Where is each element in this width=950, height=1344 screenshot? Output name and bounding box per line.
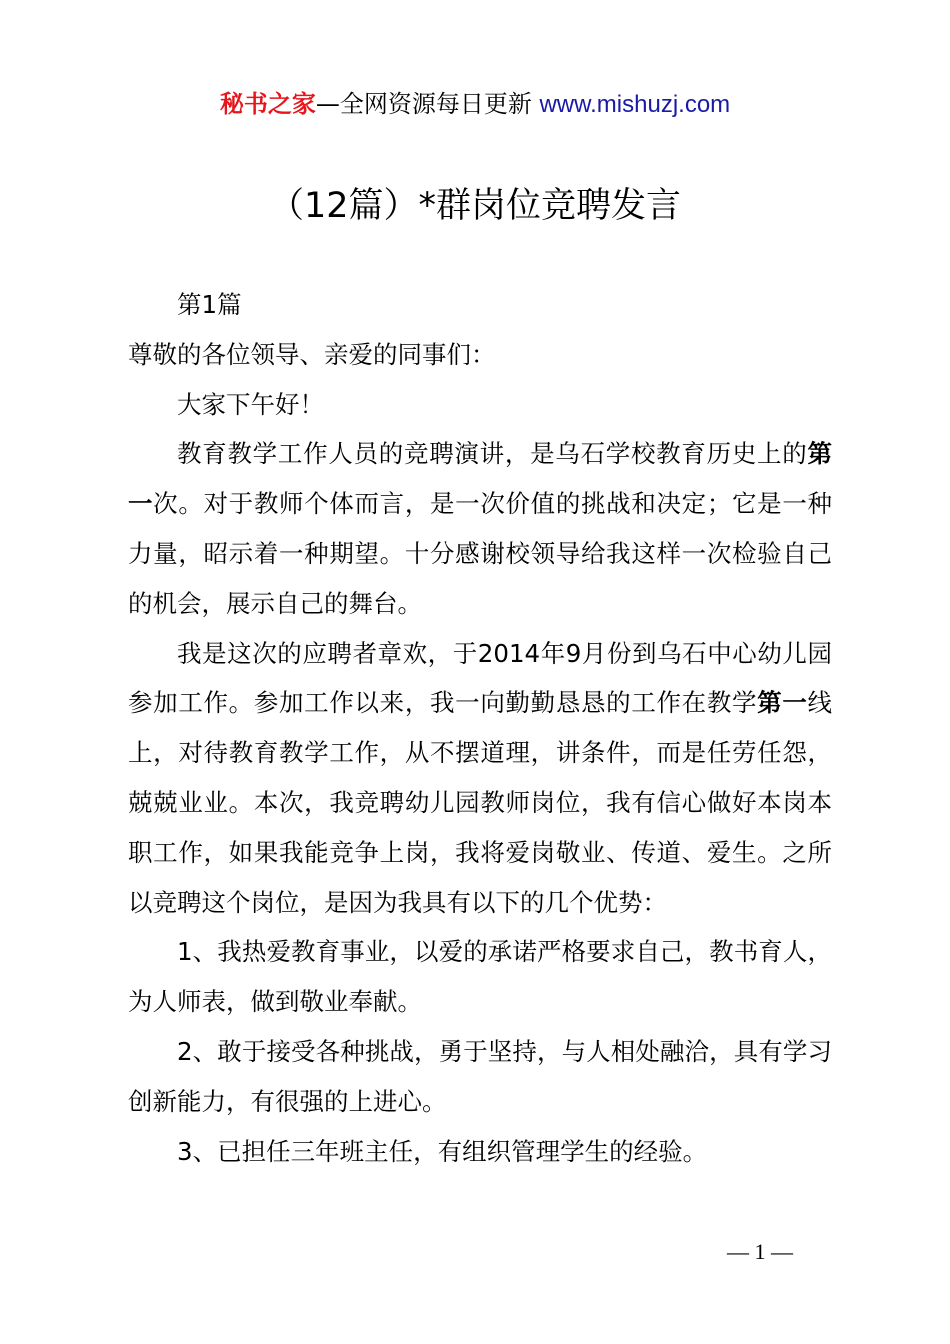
page-number: — 1 — [727, 1239, 793, 1264]
header-tagline: —全网资源每日更新 [315, 90, 532, 118]
paragraph-1-text-a: 教育教学工作人员的竞聘演讲，是乌石学校教育历史上的 [177, 439, 808, 469]
paragraph-1-text-b: 次。对于教师个体而言，是一次价值的挑战和决定；它是一种力量，昭示着一种期望。十分感谢校领导给我这样一次检验自己的机会，展示自己的舞台。 [128, 489, 833, 618]
paragraph-2-text-b: 线上，对待教育教学工作，从不摆道理，讲条件，而是任劳任怨，兢兢业业。本次，我竞聘幼儿园教师岗位，我有信心做好本岗本职工作，如果我能竞争上岗，我将爱岗敬业、传道、爱生。之所以竞聘这个岗位，是因为我具有以下的几个优势： [128, 688, 833, 917]
brand-name: 秘书之家 [219, 90, 316, 118]
paragraph-2-bold: 第一 [757, 688, 808, 718]
list-item-3: 3、已担任三年班主任，有组织管理学生的经验。 [177, 1136, 708, 1166]
paragraph-2-text-a: 我是这次的应聘者章欢，于2014年9月份到乌石中心幼儿园参加工作。参加工作以来，我一向勤勤恳恳的工作在教学 [128, 638, 832, 718]
paragraph-2 [128, 629, 832, 928]
list-item-2: 2、敢于接受各种挑战，勇于坚持，与人相处融洽，具有学习创新能力，有很强的上进心。 [128, 1036, 832, 1116]
paragraph-1 [128, 429, 832, 628]
salutation: 尊敬的各位领导、亲爱的同事们： [128, 339, 496, 369]
greeting: 大家下午好！ [177, 389, 324, 419]
site-url-link[interactable]: www.mishuzj.com [539, 91, 731, 118]
document-body [128, 280, 832, 1176]
site-header [0, 86, 950, 123]
list-item-1: 1、我热爱教育事业，以爱的承诺严格要求自己，教书育人，为人师表，做到敬业奉献。 [128, 937, 832, 1017]
section-label: 第1篇 [177, 290, 242, 319]
document-title: （12篇）*群岗位竞聘发言 [268, 186, 682, 226]
paragraph-1-bold: 第一 [128, 439, 832, 519]
